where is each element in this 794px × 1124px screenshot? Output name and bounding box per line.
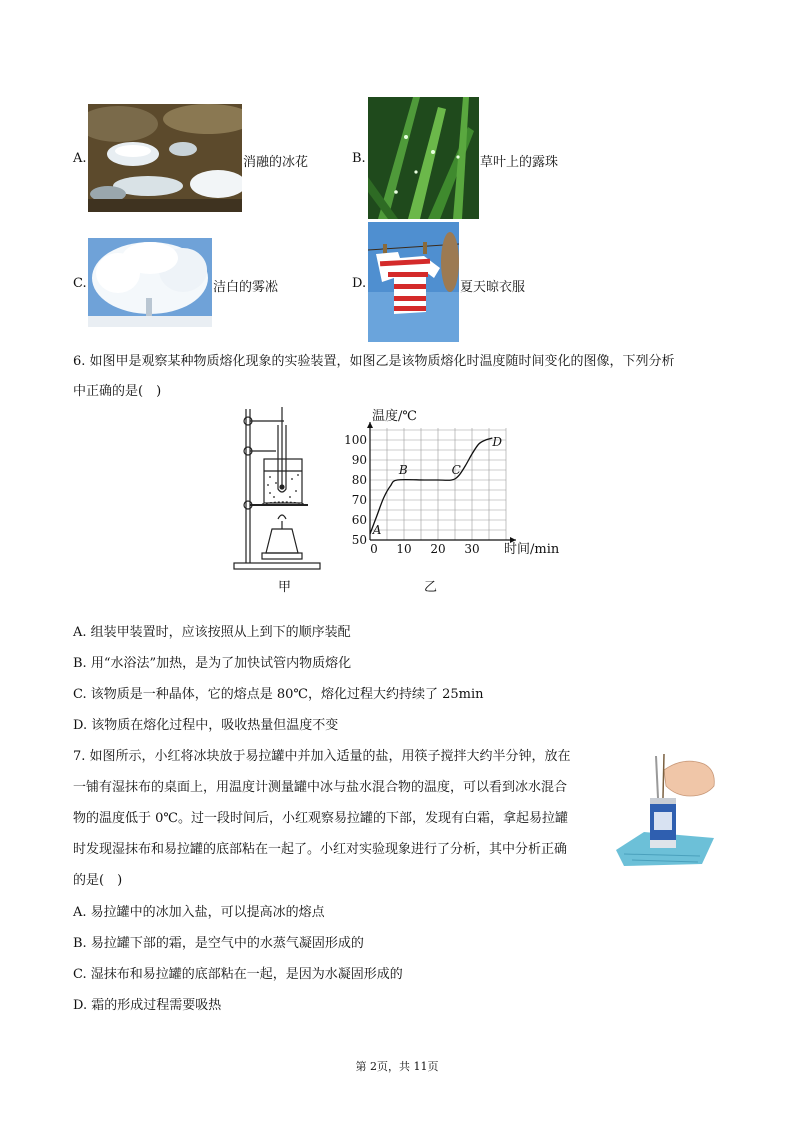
q5-option-d-letter: D. [352, 276, 367, 291]
point-label-b: B [398, 463, 408, 477]
q7-stem-line-4: 时发现湿抹布和易拉罐的底部粘在一起了。小红对实验现象进行了分析，其中分析正确 [73, 842, 568, 857]
q7-option-c: C. 湿抹布和易拉罐的底部粘在一起，是因为水凝固形成的 [73, 967, 403, 982]
q5-option-c-caption: 洁白的雾凇 [213, 280, 279, 295]
drying-clothes-photo [368, 222, 459, 342]
can-on-wet-cloth-photo [614, 752, 718, 870]
figure-label-jia: 甲 [278, 580, 292, 595]
q5-option-b-caption: 草叶上的露珠 [480, 155, 559, 170]
q7-stem-line-2: 一铺有湿抹布的桌面上，用温度计测量罐中冰与盐水混合物的温度，可以看到冰水混合 [73, 780, 568, 795]
y-tick-label: 90 [351, 453, 367, 467]
y-tick-label: 50 [351, 533, 367, 547]
chart-grid [370, 428, 506, 540]
q7-option-a: A. 易拉罐中的冰加入盐，可以提高冰的熔点 [73, 905, 325, 920]
x-axis-label: 时间/min [504, 542, 560, 557]
q5-option-d-caption: 夏天晾衣服 [460, 280, 526, 295]
x-tick-label: 30 [464, 542, 480, 556]
q6-option-a: A. 组装甲装置时，应该按照从上到下的顺序装配 [73, 625, 351, 640]
chart-ticks [344, 433, 480, 556]
q5-option-a-letter: A. [73, 151, 87, 166]
x-tick-label: 0 [370, 542, 378, 556]
q6-option-b: B. 用“水浴法”加热，是为了加快试管内物质熔化 [73, 656, 352, 671]
temperature-time-chart [338, 408, 560, 558]
q7-stem-line-3: 物的温度低于 0℃。过一段时间后，小红观察易拉罐的下部，发现有白霜，拿起易拉罐 [73, 811, 568, 826]
q5-option-a-caption: 消融的冰花 [243, 155, 309, 170]
q5-option-b-letter: B. [352, 151, 366, 166]
rime-tree-photo [88, 238, 212, 327]
q7-stem-line-5: 的是( ) [73, 873, 123, 888]
point-label-a: A [372, 523, 382, 537]
point-label-d: D [492, 435, 503, 449]
q6-option-d: D. 该物质在熔化过程中，吸收热量但温度不变 [73, 718, 339, 733]
x-tick-label: 20 [430, 542, 446, 556]
y-tick-label: 60 [351, 513, 367, 527]
page-footer: 第 2页，共 11页 [355, 1060, 439, 1073]
point-label-c: C [451, 463, 461, 477]
melting-ice-photo [88, 104, 242, 212]
figure-label-yi: 乙 [424, 580, 438, 595]
y-tick-label: 100 [344, 433, 367, 447]
q6-stem-line-2: 中正确的是( ) [73, 384, 162, 399]
y-axis-label: 温度/℃ [372, 409, 417, 424]
melting-curve-line [370, 438, 492, 534]
x-tick-label: 10 [396, 542, 412, 556]
dew-on-grass-photo [368, 97, 479, 219]
q7-option-d: D. 霜的形成过程需要吸热 [73, 998, 222, 1013]
q7-stem-line-1: 7. 如图所示，小红将冰块放于易拉罐中并加入适量的盐，用筷子搅拌大约半分钟，放在 [73, 749, 571, 764]
q6-stem-line-1: 6. 如图甲是观察某种物质熔化现象的实验装置，如图乙是该物质熔化时温度随时间变化的图像，下列分析 [73, 354, 675, 369]
y-tick-label: 70 [351, 493, 367, 507]
y-tick-label: 80 [351, 473, 367, 487]
melting-apparatus-figure [232, 405, 322, 575]
q6-option-c: C. 该物质是一种晶体，它的熔点是 80℃，熔化过程大约持续了 25min [73, 687, 484, 702]
q5-option-c-letter: C. [73, 276, 87, 291]
q7-option-b: B. 易拉罐下部的霜，是空气中的水蒸气凝固形成的 [73, 936, 364, 951]
